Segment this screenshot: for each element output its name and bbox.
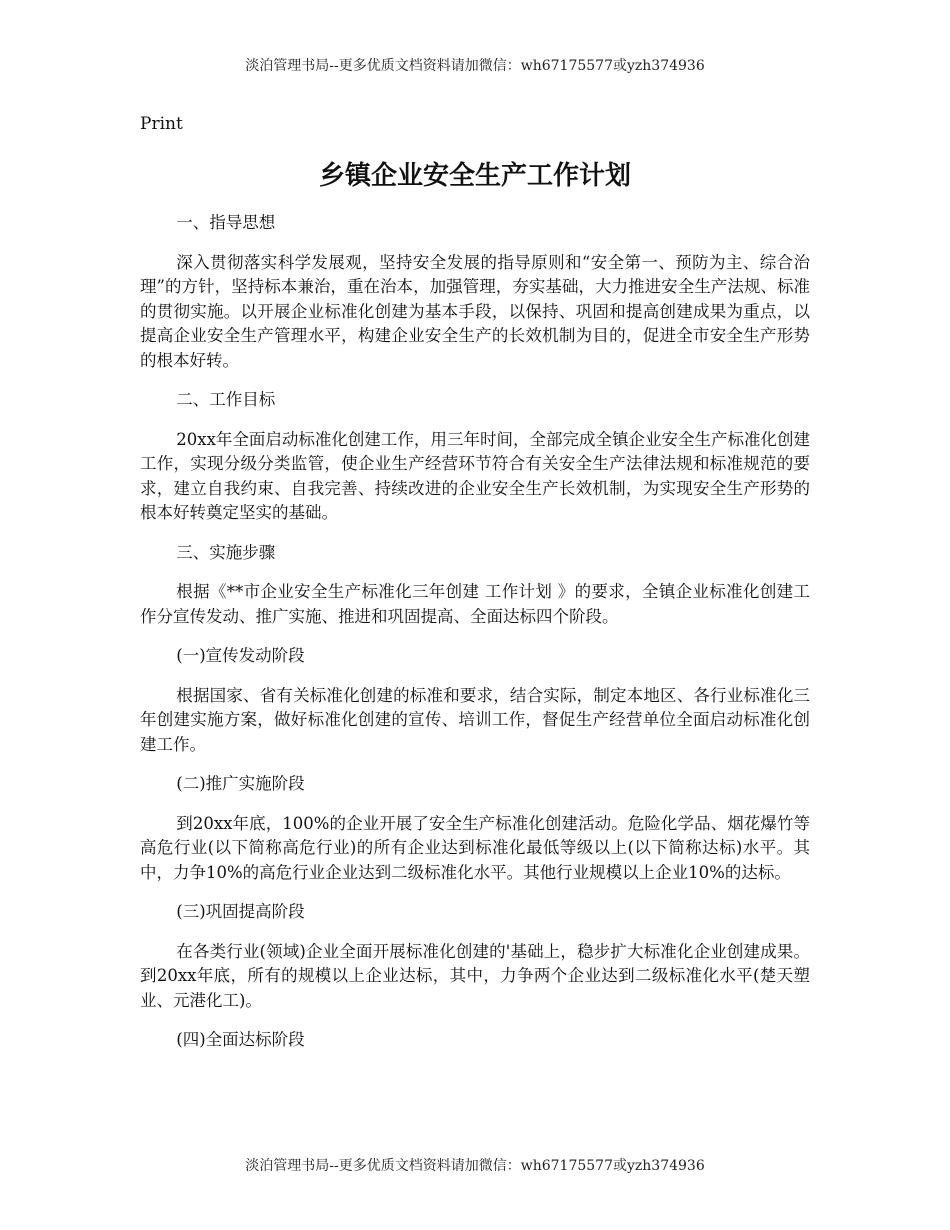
subsection-heading-publicity: (一)宣传发动阶段 (176, 646, 305, 665)
section-heading-guiding-ideology: 一、指导思想 (176, 213, 276, 232)
body-paragraph: 深入贯彻落实科学发展观，坚持安全发展的指导原则和“安全第一、预防为主、综合治理”的方针，坚持标本兼治，重在治本，加强管理，夯实基础，大力推进安全生产法规、标准的贯彻实施。以开展企业标准化创建为基本手段，以保持、巩固和提高创建成果为重点，以提高企业安全生产管理水平，构建企业安全生产的长效机制为目的，促进全市安全生产形势的根本好转。 (140, 252, 810, 370)
page-header: 淡泊管理书局--更多优质文档资料请加微信：wh67175577或yzh374936 (245, 58, 705, 74)
subsection-heading-consolidation: (三)巩固提高阶段 (176, 902, 305, 921)
page-footer: 淡泊管理书局--更多优质文档资料请加微信：wh67175577或yzh374936 (245, 1158, 705, 1174)
body-paragraph: 在各类行业(领域)企业全面开展标准化创建的'基础上，稳步扩大标准化企业创建成果。到20xx年底，所有的规模以上企业达标，其中，力争两个企业达到二级标准化水平(楚天塑业、元港化工)。 (140, 941, 810, 1010)
body-paragraph: 20xx年全面启动标准化创建工作，用三年时间，全部完成全镇企业安全生产标准化创建工作，实现分级分类监管，使企业生产经营环节符合有关安全生产法律法规和标准规范的要求，建立自我约束、自我完善、持续改进的企业安全生产长效机制，为实现安全生产形势的根本好转奠定坚实的基础。 (140, 429, 810, 522)
section-heading-implementation-steps: 三、实施步骤 (176, 542, 276, 562)
body-paragraph: 到20xx年底，100%的企业开展了安全生产标准化创建活动。危险化学品、烟花爆竹等高危行业(以下简称高危行业)的所有企业达到标准化最低等级以上(以下简称达标)水平。其中，力争10%的高危行业企业达到二级标准化水平。其他行业规模以上企业10%的达标。 (140, 813, 810, 882)
subsection-heading-full-compliance: (四)全面达标阶段 (176, 1030, 305, 1049)
subsection-heading-promotion: (二)推广实施阶段 (176, 774, 305, 793)
document-title: 乡镇企业安全生产工作计划 (318, 161, 631, 191)
document-body (140, 211, 810, 1068)
print-label: Print (140, 114, 183, 134)
body-paragraph: 根据国家、省有关标准化创建的标准和要求，结合实际，制定本地区、各行业标准化三年创建实施方案，做好标准化创建的宣传、培训工作，督促生产经营单位全面启动标准化创建工作。 (140, 685, 810, 754)
section-heading-work-goals: 二、工作目标 (176, 390, 276, 409)
body-paragraph: 根据《**市企业安全生产标准化三年创建 工作计划 》的要求，全镇企业标准化创建工作分宣传发动、推广实施、推进和巩固提高、全面达标四个阶段。 (140, 582, 810, 626)
